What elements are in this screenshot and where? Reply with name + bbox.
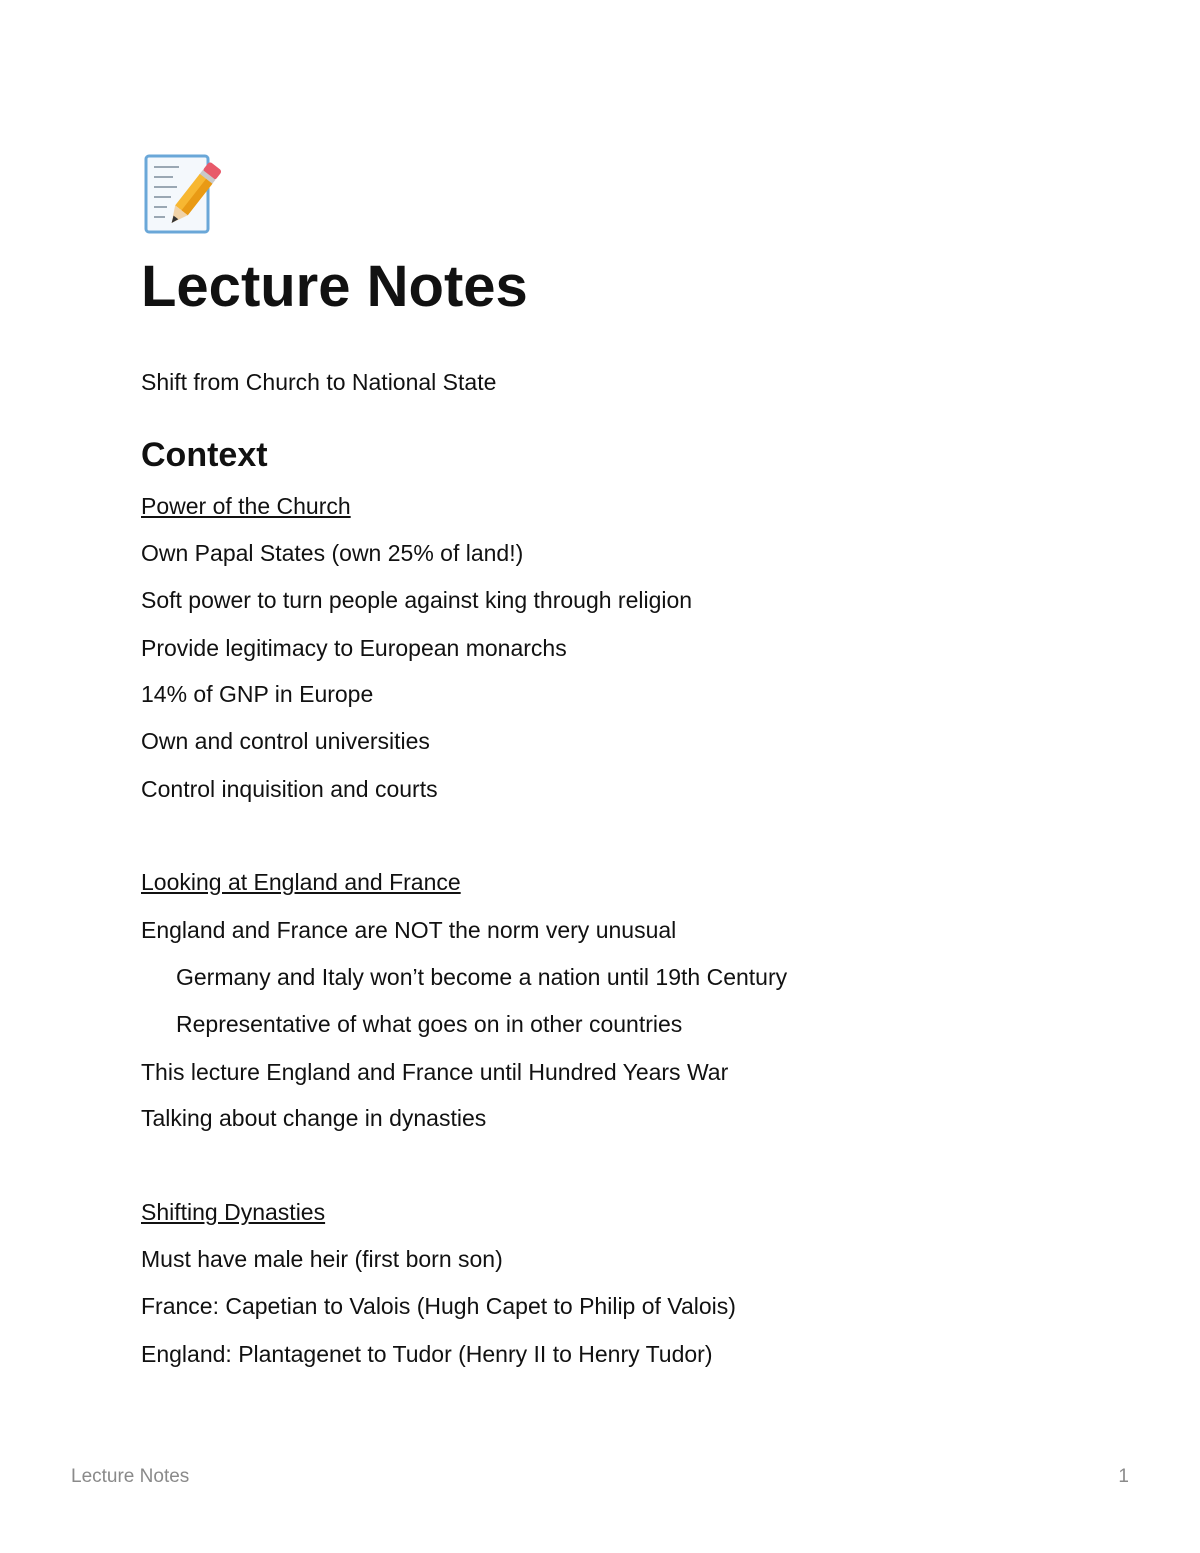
subsection-title-power-of-church: Power of the Church [141, 493, 351, 519]
section-heading-context: Context [141, 436, 268, 474]
memo-pencil-icon [143, 153, 227, 235]
list-item: Soft power to turn people against king through religion [141, 587, 693, 613]
list-item: France: Capetian to Valois (Hugh Capet to Philip of Valois) [141, 1293, 736, 1319]
page-title: Lecture Notes [141, 254, 528, 319]
list-item: Control inquisition and courts [141, 776, 438, 802]
list-item-indented: Germany and Italy won’t become a nation until 19th Century [176, 964, 788, 990]
list-item: Talking about change in dynasties [141, 1105, 487, 1131]
footer-page-number: 1 [1118, 1466, 1129, 1487]
subsection-title-shifting-dynasties: Shifting Dynasties [141, 1199, 326, 1225]
list-item: Own and control universities [141, 728, 430, 754]
list-item: England and France are NOT the norm very unusual [141, 917, 677, 943]
page-subtitle: Shift from Church to National State [141, 369, 497, 395]
list-item-indented: Representative of what goes on in other countries [176, 1011, 683, 1037]
footer-document-title: Lecture Notes [71, 1466, 190, 1487]
list-item: This lecture England and France until Hundred Years War [141, 1059, 729, 1085]
list-item: Own Papal States (own 25% of land!) [141, 540, 524, 566]
list-item: Must have male heir (first born son) [141, 1246, 503, 1272]
list-item: England: Plantagenet to Tudor (Henry II to Henry Tudor) [141, 1341, 713, 1367]
subsection-title-england-france: Looking at England and France [141, 869, 461, 895]
list-item: Provide legitimacy to European monarchs [141, 635, 567, 661]
list-item: 14% of GNP in Europe [141, 681, 374, 707]
